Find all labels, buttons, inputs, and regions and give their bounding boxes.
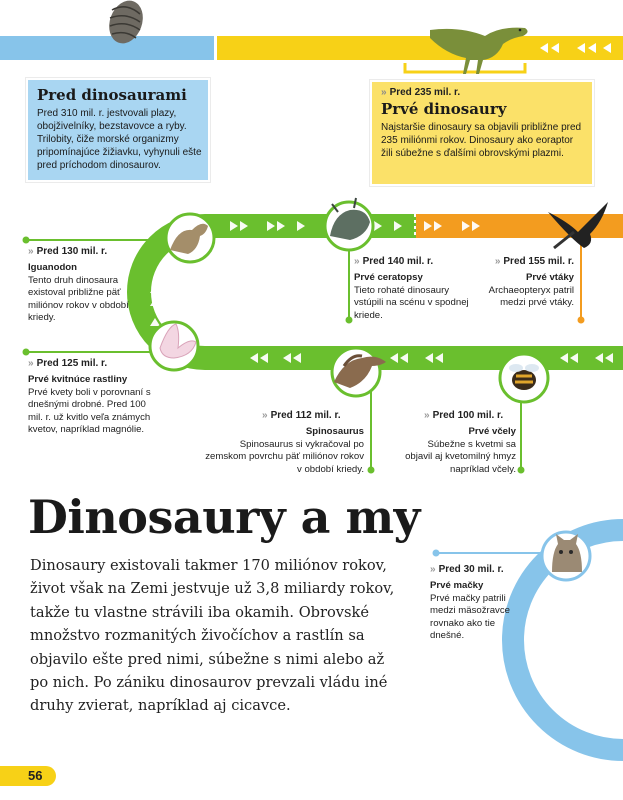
magnolia-circle	[150, 322, 198, 370]
event-iguanodon	[28, 246, 156, 324]
event-date: » Pred 155 mil. r.	[494, 256, 574, 267]
callout-text: Pred 310 mil. r. jestvovali plazy, obojživelníky, bezstavovce a ryby. Trilobity, čiže morské organizmy pripomínajúce žižiavku, vyhynuli ešte pred príchodom dinosaurov.	[37, 108, 202, 171]
section-body: Dinosaury existovali takmer 170 miliónov rokov, život však na Zemi jestvuje už 3,8 miliardy rokov, takže tu vlastne strávili iba okamih. Obrovské množstvo rozmanitých živočíchov a rastlín sa objavilo ešte pred nimi, súbežne s nimi alebo až po nich. Po zániku dinosaurov prevzali vládu iné druhy zvierat, napríklad aj cicavce.	[30, 557, 395, 715]
cat-circle	[542, 532, 590, 580]
timeline-band-blue	[0, 36, 214, 60]
callout-date: » Pred 235 mil. r.	[381, 87, 461, 98]
event-vtaky	[474, 256, 574, 310]
section-heading: Dinosaury a my	[28, 490, 420, 544]
page-number: 56	[0, 766, 56, 786]
callout-pred-dinosaurami	[26, 78, 210, 182]
iguanodon-circle	[166, 214, 214, 262]
event-title: Prvé vtáky	[525, 272, 574, 284]
event-date: » Pred 30 mil. r.	[430, 564, 504, 575]
event-title: Iguanodon	[28, 262, 78, 274]
bee-circle	[500, 354, 548, 402]
event-text: Prvé mačky patrili medzi mäsožravce rovnako ako tie dnešné.	[430, 592, 510, 642]
event-date: » Pred 112 mil. r.	[262, 410, 341, 421]
event-date: » Pred 100 mil. r.	[424, 410, 504, 421]
event-text: Súbežne s kvetmi sa objavil aj kvetomilný hmyz napríklad včely.	[405, 438, 516, 475]
callout-title: Prvé dinosaury	[381, 100, 507, 118]
event-vcely	[402, 410, 516, 476]
event-date: » Pred 130 mil. r.	[28, 246, 108, 257]
event-ceratopsy	[354, 256, 472, 322]
event-text: Spinosaurus si vykračoval po zemskom povrchu päť miliónov rokov v období kriedy.	[205, 438, 364, 475]
ceratops-circle	[325, 198, 373, 250]
event-title: Prvé včely	[468, 426, 516, 438]
callout-title: Pred dinosaurami	[37, 86, 187, 104]
event-title: Prvé kvitnúce rastliny	[28, 374, 128, 386]
timeline-band-yellow	[217, 36, 623, 60]
event-spinosaurus	[198, 410, 364, 476]
event-date: » Pred 140 mil. r.	[354, 256, 434, 267]
event-text: Prvé kvety boli v porovnaní s dnešnými drobné. Pred 100 mil. r. už kvitlo veľa známych kvetov, napríklad magnólie.	[28, 386, 151, 436]
event-title: Prvé ceratopsy	[354, 272, 423, 284]
event-text: Tento druh dinosaura existoval približne päť miliónov rokov v období kriedy.	[28, 274, 129, 324]
event-title: Spinosaurus	[305, 426, 364, 438]
event-text: Archaeopteryx patril medzi prvé vtáky.	[488, 284, 574, 309]
event-macky	[430, 564, 526, 642]
event-kvitnuce-rastliny	[28, 358, 156, 436]
callout-prve-dinosaury	[370, 80, 594, 186]
event-title: Prvé mačky	[430, 580, 484, 592]
callout-text: Najstaršie dinosaury sa objavili približne pred 235 miliónmi rokov. Dinosaury ako eoraptor žili súbežne s ďalšími obrovskými plazmi.	[381, 122, 582, 159]
event-text: Tieto rohaté dinosaury vstúpili na scénu v spodnej kriede.	[354, 284, 469, 321]
event-date: » Pred 125 mil. r.	[28, 358, 108, 369]
